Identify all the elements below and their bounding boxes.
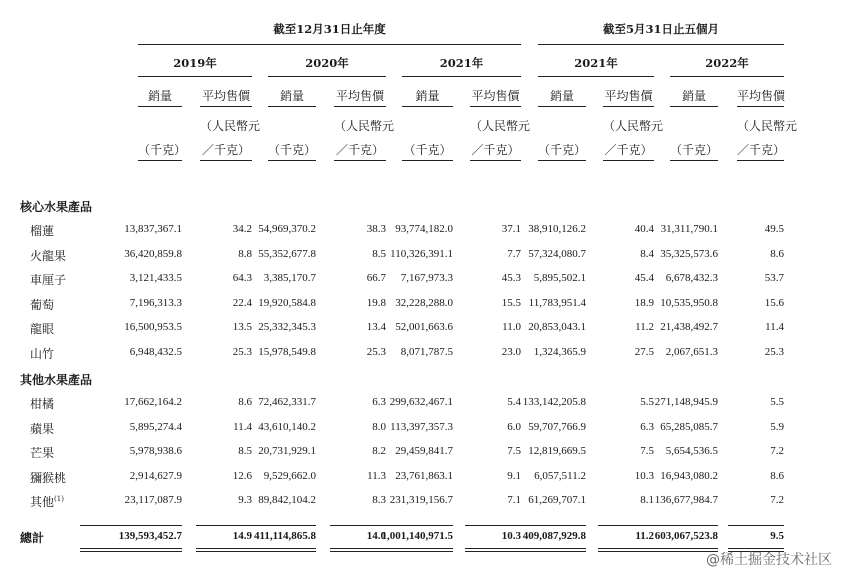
year-rule-2021-5m	[538, 76, 654, 77]
price-cell: 11.4	[233, 420, 252, 433]
total-rule-2	[604, 551, 718, 552]
total-rule-2	[339, 551, 453, 552]
price-cell: 49.5	[764, 223, 784, 235]
volume-cell: 23,761,863.1	[395, 469, 453, 482]
volume-cell: 6,057,511.2	[534, 469, 586, 482]
row-label: 龍眼	[30, 322, 55, 336]
row-label: 火龍果	[30, 248, 67, 263]
volume-cell: 20,731,929.1	[258, 445, 316, 457]
volume-unit-label: （千克）	[138, 143, 187, 157]
price-col-label-rule	[200, 106, 252, 107]
volume-cell: 23,117,087.9	[124, 494, 182, 506]
volume-col-label: 銷量	[415, 89, 440, 103]
volume-col-label-rule	[138, 106, 182, 107]
volume-cell: 1,001,140,971.5	[381, 530, 453, 542]
section-title: 其他水果產品	[20, 373, 93, 387]
volume-unit-label: （千克）	[403, 143, 452, 157]
volume-cell: 32,228,288.0	[395, 296, 453, 309]
year-header-2021-5m: 2021年	[574, 56, 618, 70]
price-col-label: 平均售價	[471, 89, 520, 103]
price-cell: 9.1	[507, 469, 521, 482]
total-rule-1	[604, 548, 718, 549]
group-header-5m: 截至5月31日止五個月	[602, 22, 719, 36]
price-cell: 7.5	[640, 445, 654, 457]
group-header-fy: 截至12月31日止年度	[273, 22, 386, 36]
volume-col-label: 銷量	[279, 89, 304, 103]
price-cell: 8.5	[372, 247, 386, 260]
price-unit-rule	[603, 160, 654, 161]
volume-cell: 603,067,523.8	[654, 530, 718, 542]
volume-cell: 7,167,973.3	[400, 272, 453, 284]
year-header-2019: 2019年	[173, 56, 217, 70]
volume-cell: 54,969,370.2	[258, 223, 316, 235]
price-cell: 8.5	[238, 445, 252, 457]
price-cell: 5.4	[507, 396, 521, 408]
volume-cell: 57,324,080.7	[528, 247, 586, 260]
subtotal-rule	[728, 525, 784, 526]
subtotal-rule	[202, 525, 316, 526]
price-cell: 10.3	[634, 469, 654, 482]
price-cell: 11.4	[765, 321, 784, 333]
volume-cell: 21,438,492.7	[660, 321, 718, 333]
volume-cell: 89,842,104.2	[258, 494, 316, 506]
volume-cell: 61,269,707.1	[528, 494, 586, 506]
price-cell: 38.3	[366, 223, 386, 235]
price-cell: 15.5	[501, 296, 521, 309]
volume-cell: 52,001,663.6	[395, 321, 453, 333]
total-rule-2	[472, 551, 586, 552]
volume-cell: 12,819,669.5	[528, 445, 586, 457]
volume-col-label: 銷量	[549, 89, 574, 103]
price-cell: 64.3	[232, 272, 252, 284]
volume-cell: 72,462,331.7	[258, 396, 316, 408]
price-col-label-rule	[334, 106, 386, 107]
price-unit-label-2: ／千克）	[471, 143, 520, 157]
price-cell: 5.9	[770, 420, 784, 433]
volume-unit-label: （千克）	[268, 143, 317, 157]
price-unit-label-2: ／千克）	[737, 143, 786, 157]
row-label-text: 其他	[30, 495, 55, 509]
price-unit-label-2: ／千克）	[604, 143, 653, 157]
volume-cell: 271,148,945.9	[654, 396, 718, 408]
row-label: 車厘子	[30, 273, 67, 287]
volume-cell: 6,948,432.5	[129, 345, 182, 358]
volume-cell: 133,142,205.8	[522, 396, 586, 408]
volume-cell: 93,774,182.0	[395, 223, 453, 235]
year-header-2020: 2020年	[305, 56, 349, 70]
price-cell: 7.1	[507, 494, 521, 506]
subtotal-rule	[604, 525, 718, 526]
row-label: 蘋果	[30, 421, 55, 436]
price-unit-label-1: （人民幣元	[334, 119, 395, 133]
year-rule-2022	[670, 76, 784, 77]
price-cell: 19.8	[366, 296, 386, 309]
subtotal-rule	[472, 525, 586, 526]
volume-col-label: 銷量	[681, 89, 706, 103]
watermark: @稀土掘金技术社区	[706, 552, 832, 568]
volume-unit-rule	[538, 160, 586, 161]
price-cell: 8.4	[640, 247, 654, 260]
volume-cell: 55,352,677.8	[258, 247, 316, 260]
volume-cell: 2,067,651.3	[665, 345, 718, 358]
group-header-5m-rule	[538, 44, 784, 45]
year-rule-2020	[268, 76, 386, 77]
volume-unit-rule	[138, 160, 182, 161]
year-header-2022: 2022年	[705, 56, 749, 70]
price-unit-label-1: （人民幣元	[737, 119, 798, 133]
volume-cell: 1,324,365.9	[533, 345, 586, 358]
price-col-label: 平均售價	[604, 89, 653, 103]
volume-cell: 6,678,432.3	[665, 272, 718, 284]
volume-cell: 231,319,156.7	[389, 494, 453, 506]
price-cell: 10.3	[501, 530, 521, 542]
price-cell: 7.7	[507, 247, 521, 260]
volume-col-label-rule	[268, 106, 316, 107]
price-cell: 8.6	[770, 247, 784, 260]
volume-cell: 17,662,164.2	[124, 396, 182, 408]
volume-unit-label: （千克）	[538, 143, 587, 157]
volume-cell: 16,943,080.2	[660, 469, 718, 482]
price-cell: 18.9	[634, 296, 654, 309]
volume-cell: 3,121,433.5	[129, 272, 182, 284]
price-cell: 9.3	[238, 494, 252, 506]
price-cell: 11.2	[635, 530, 654, 542]
price-cell: 15.6	[764, 296, 784, 309]
volume-cell: 10,535,950.8	[660, 296, 718, 309]
price-cell: 23.0	[501, 345, 521, 358]
volume-cell: 5,895,274.4	[129, 420, 182, 433]
price-cell: 7.2	[770, 494, 784, 506]
volume-unit-rule	[402, 160, 453, 161]
total-rule-1	[202, 548, 316, 549]
price-cell: 7.2	[770, 445, 784, 457]
price-cell: 11.0	[502, 321, 521, 333]
price-cell: 25.3	[232, 345, 252, 358]
row-label: 榴蓮	[30, 224, 55, 238]
row-label: 葡萄	[30, 297, 55, 312]
price-unit-label-1: （人民幣元	[603, 119, 664, 133]
price-cell: 6.3	[372, 396, 386, 408]
volume-cell: 5,978,938.6	[129, 445, 182, 457]
price-cell: 8.6	[770, 469, 784, 482]
row-label: 獼猴桃	[30, 470, 67, 485]
volume-cell: 43,610,140.2	[258, 420, 316, 433]
price-cell: 27.5	[634, 345, 654, 358]
price-col-label: 平均售價	[201, 89, 250, 103]
volume-cell: 9,529,662.0	[263, 469, 316, 482]
total-rule-1	[339, 548, 453, 549]
section-title: 核心水果產品	[20, 200, 93, 214]
price-cell: 8.0	[372, 420, 386, 433]
price-cell: 25.3	[764, 345, 784, 358]
volume-cell: 139,593,452.7	[118, 530, 182, 542]
total-label: 總計	[20, 531, 45, 545]
price-cell: 8.3	[372, 494, 386, 506]
volume-cell: 11,783,951.4	[528, 296, 586, 309]
total-rule-1	[472, 548, 586, 549]
price-col-label-rule	[603, 106, 654, 107]
price-cell: 9.5	[770, 530, 784, 542]
price-cell: 22.4	[232, 296, 252, 309]
volume-cell: 20,853,043.1	[528, 321, 586, 333]
price-unit-label-1: （人民幣元	[200, 119, 261, 133]
volume-cell: 38,910,126.2	[528, 223, 586, 235]
price-cell: 8.8	[238, 247, 252, 260]
price-cell: 13.5	[232, 321, 252, 333]
price-cell: 37.1	[501, 223, 521, 235]
volume-unit-label: （千克）	[670, 143, 719, 157]
volume-cell: 136,677,984.7	[654, 494, 718, 506]
volume-cell: 299,632,467.1	[389, 396, 453, 408]
volume-unit-rule	[670, 160, 718, 161]
price-cell: 34.2	[232, 223, 252, 235]
price-cell: 12.6	[232, 469, 252, 482]
volume-cell: 15,978,549.8	[258, 345, 316, 358]
price-cell: 53.7	[764, 272, 784, 284]
volume-col-label-rule	[402, 106, 453, 107]
volume-cell: 19,920,584.8	[258, 296, 316, 309]
price-cell: 5.5	[640, 396, 654, 408]
volume-cell: 36,420,859.8	[124, 247, 182, 260]
volume-cell: 8,071,787.5	[400, 345, 453, 358]
price-cell: 40.4	[634, 223, 654, 235]
volume-col-label: 銷量	[147, 89, 172, 103]
volume-cell: 409,087,929.8	[522, 530, 586, 542]
price-cell: 6.3	[640, 420, 654, 433]
volume-cell: 25,332,345.3	[258, 321, 316, 333]
price-cell: 6.0	[507, 420, 521, 433]
volume-cell: 59,707,766.9	[528, 420, 586, 433]
price-cell: 45.3	[501, 272, 521, 284]
volume-cell: 5,654,536.5	[665, 445, 718, 457]
price-unit-rule	[334, 160, 386, 161]
price-unit-label-2: ／千克）	[201, 143, 250, 157]
volume-cell: 411,114,865.8	[253, 530, 316, 542]
price-cell: 8.2	[372, 445, 386, 457]
price-unit-label-2: ／千克）	[335, 143, 384, 157]
year-header-2021-fy: 2021年	[439, 56, 484, 70]
volume-cell: 35,325,573.6	[660, 247, 718, 260]
price-unit-rule	[200, 160, 252, 161]
volume-cell: 113,397,357.3	[390, 420, 453, 433]
volume-cell: 110,326,391.1	[390, 247, 453, 260]
total-rule-2	[202, 551, 316, 552]
price-col-label: 平均售價	[335, 89, 384, 103]
year-rule-2019	[138, 76, 252, 77]
price-col-label-rule	[737, 106, 784, 107]
volume-col-label-rule	[670, 106, 718, 107]
volume-cell: 2,914,627.9	[129, 469, 182, 482]
volume-cell: 16,500,953.5	[124, 321, 182, 333]
price-cell: 45.4	[634, 272, 654, 284]
subtotal-rule	[80, 525, 182, 526]
volume-cell: 7,196,313.3	[129, 296, 182, 309]
price-cell: 25.3	[366, 345, 386, 358]
price-unit-label-1: （人民幣元	[470, 119, 531, 133]
volume-cell: 5,895,502.1	[533, 272, 586, 284]
price-cell: 11.2	[635, 321, 654, 333]
volume-cell: 3,385,170.7	[263, 272, 316, 284]
price-col-label-rule	[470, 106, 521, 107]
subtotal-rule	[339, 525, 453, 526]
total-rule-2	[80, 551, 182, 552]
price-cell: 8.6	[238, 396, 252, 408]
footnote-marker: (1)	[54, 495, 64, 503]
row-label: 柑橘	[30, 397, 55, 411]
row-label-with-note	[30, 493, 64, 510]
row-label: 芒果	[30, 446, 55, 460]
row-label: 山竹	[30, 346, 55, 361]
volume-unit-rule	[268, 160, 316, 161]
price-col-label: 平均售價	[737, 89, 786, 103]
price-cell: 7.5	[507, 445, 521, 457]
price-cell: 66.7	[366, 272, 386, 284]
price-cell: 14.9	[232, 530, 252, 542]
group-header-fy-rule	[138, 44, 521, 45]
price-cell: 11.3	[367, 469, 386, 482]
volume-cell: 65,285,085.7	[660, 420, 718, 433]
total-rule-1	[80, 548, 182, 549]
volume-col-label-rule	[538, 106, 586, 107]
year-rule-2021-fy	[402, 76, 521, 77]
volume-cell: 13,837,367.1	[124, 223, 182, 235]
volume-cell: 31,311,790.1	[660, 223, 718, 235]
price-unit-rule	[737, 160, 784, 161]
price-cell: 5.5	[770, 396, 784, 408]
price-cell: 14.0	[366, 530, 386, 542]
volume-cell: 29,459,841.7	[395, 445, 453, 457]
price-cell: 13.4	[366, 321, 386, 333]
price-cell: 8.1	[640, 494, 654, 506]
price-unit-rule	[470, 160, 521, 161]
